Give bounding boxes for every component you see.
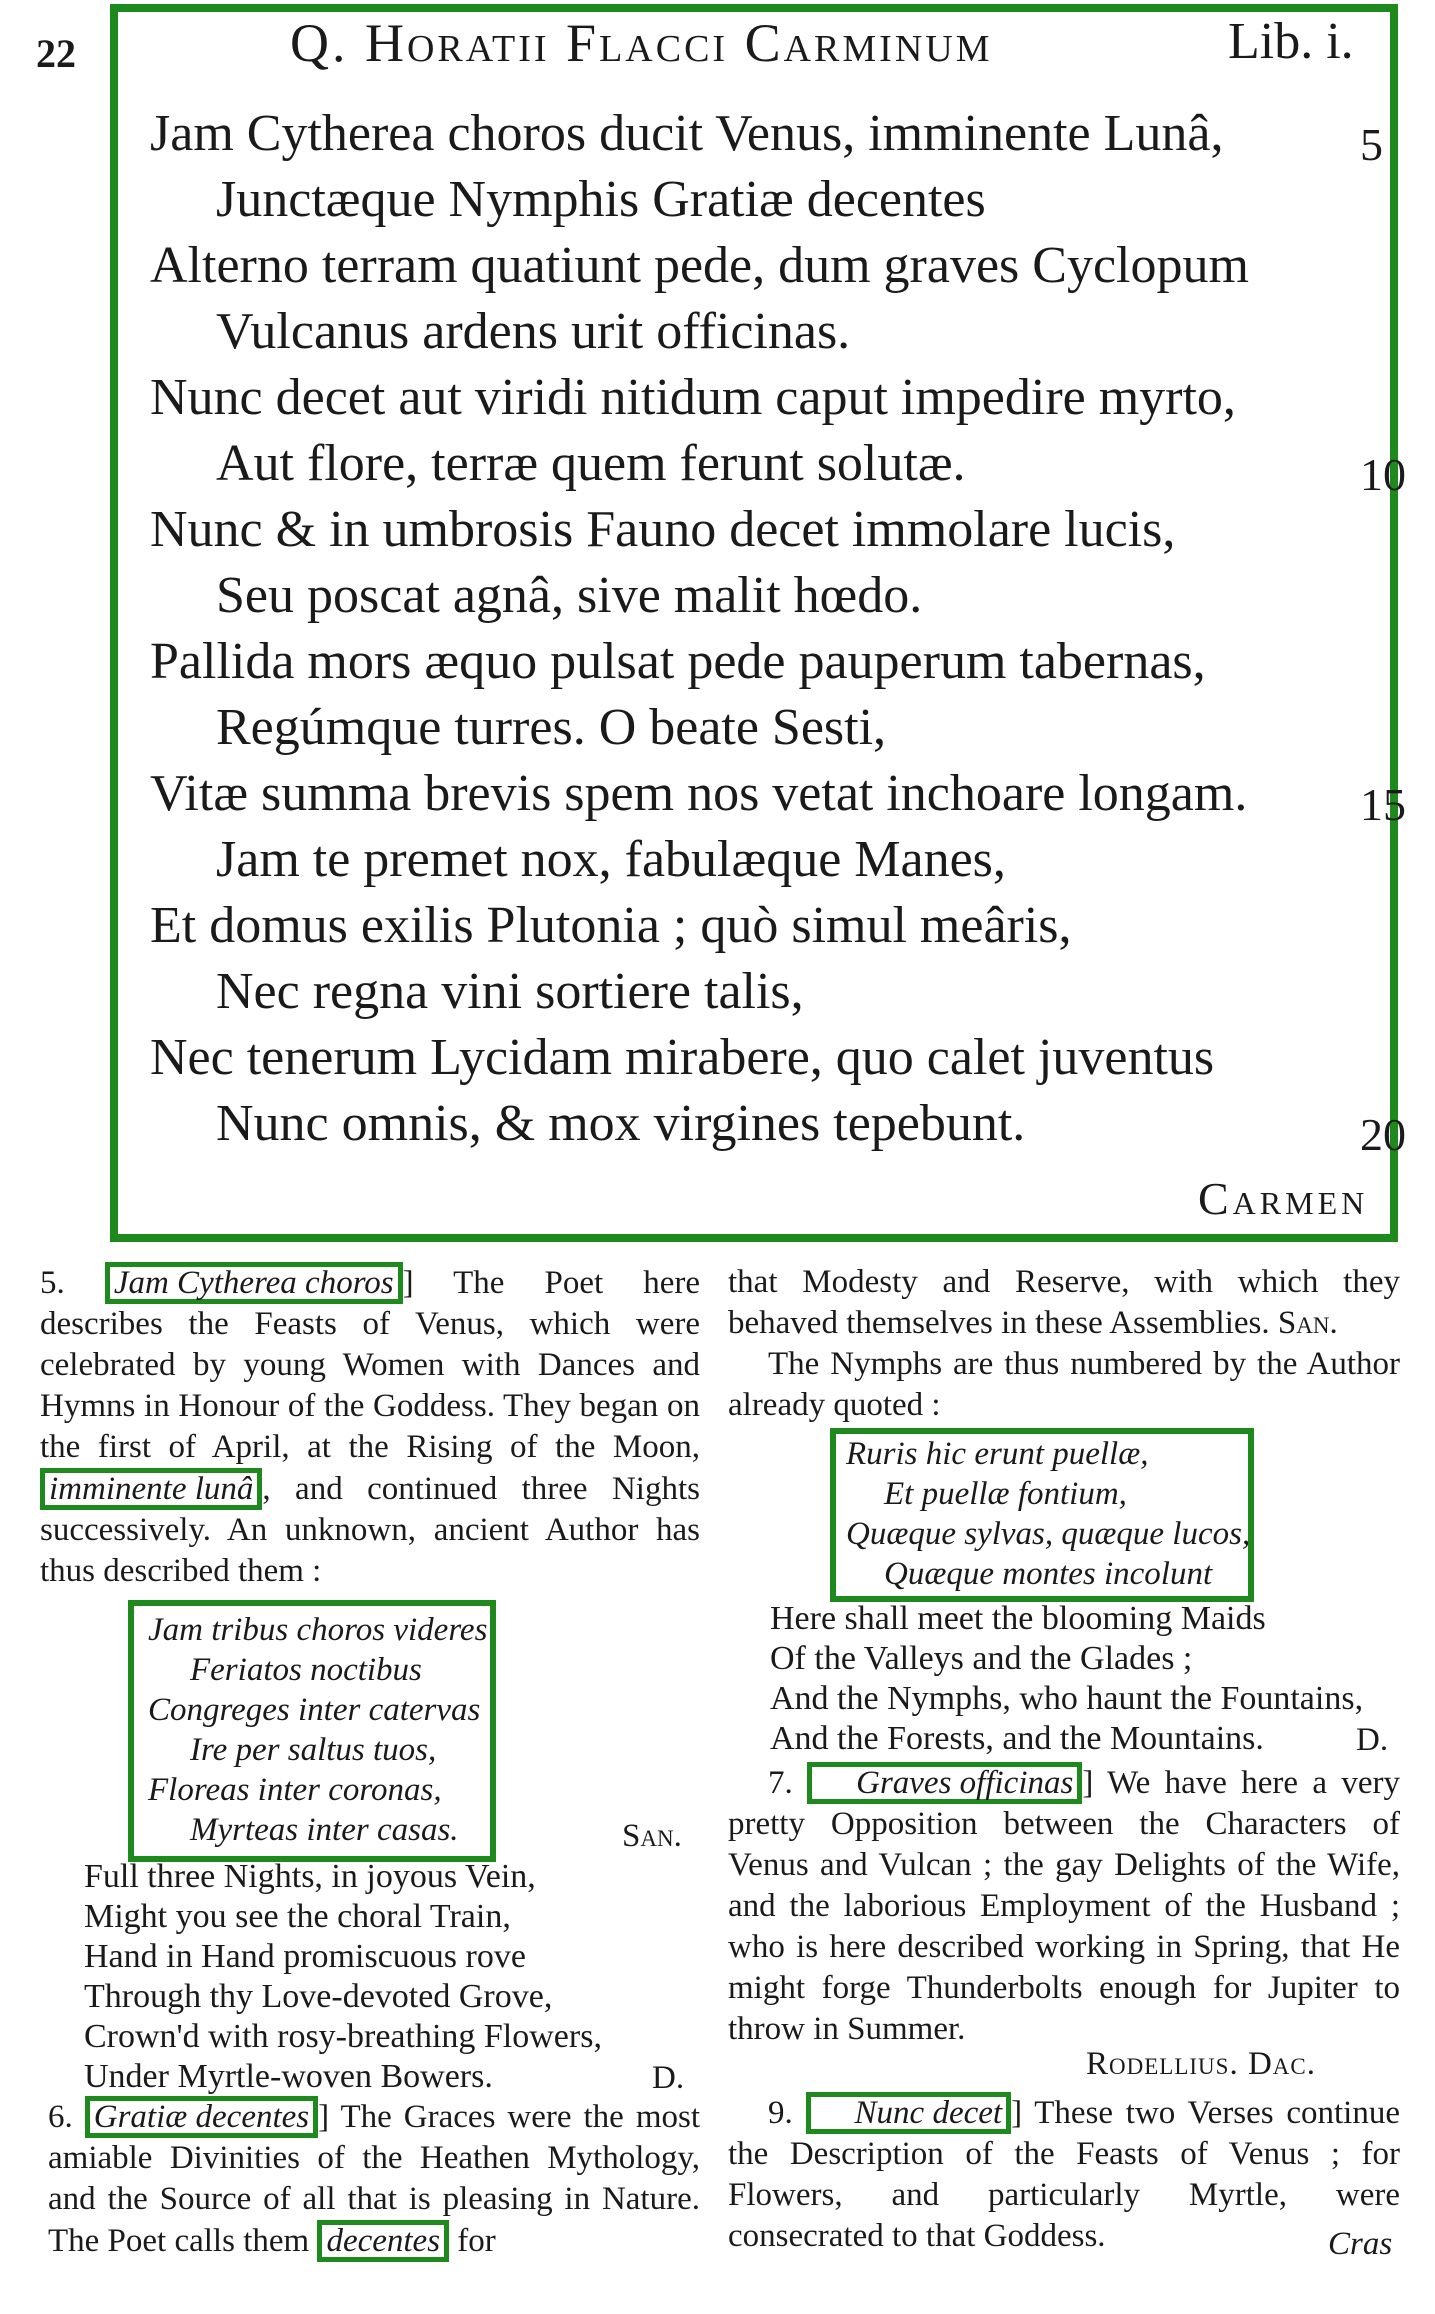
verse-line: Nunc & in umbrosis Fauno decet immolare lucis, [150,501,1176,558]
line-number: 20 [1360,1109,1406,1160]
line-number: 10 [1360,449,1406,500]
note-9: 9. Nunc decet ] These two Verses continue the Description of the Feasts of Venus ; for Flowers, and particularly Myrtle, were consecrated to that Goddess. [728,2092,1400,2257]
page-number: 22 [36,31,76,76]
verse-line: Alterno terram quatiunt pede, dum graves Cyclopum [150,237,1249,294]
verse-line: Regúmque turres. O beate Sesti, [216,699,887,756]
verse-line: Nunc decet aut viridi nitidum caput impedire myrto, [150,369,1236,426]
quote-1-attribution: San. [622,1818,682,1854]
translation-1-attribution: D. [652,2060,685,2096]
note-7: 7. Graves officinas ] We have here a very pretty Opposition between the Characters of Venus and Vulcan ; the gay Delights of the Wife, and the laborious Employment of the Husband ; who is here described working in Spring, that He might forge Thunderbolts enough for Jupiter to throw in Summer. [728,1762,1400,2050]
verse-line: Pallida mors æquo pulsat pede pauperum tabernas, [150,633,1206,690]
note-6-lemma: Gratiæ decentes [85,2096,318,2138]
verse-line: Vulcanus ardens urit officinas. [216,303,851,360]
catchword: Carmen [1198,1173,1369,1224]
nymphs-intro: The Nymphs are thus numbered by the Author already quoted : [728,1346,1400,1423]
translation-2-attribution: D. [1356,1722,1389,1758]
note-5-lemma: Jam Cytherea choros [105,1262,403,1304]
verse-line: Nec regna vini sortiere talis, [216,963,804,1020]
book-label: Lib. i. [1228,13,1354,70]
note-6: 6. Gratiæ decentes ] The Graces were the most amiable Divinities of the Heathen Mythology, and the Source of all that is pleasing in Nature. The Poet calls them decentes for [48,2096,700,2262]
note-7-lemma: Graves officinas [807,1762,1082,1804]
verse-line: Nec tenerum Lycidam mirabere, quo calet juventus [150,1029,1215,1086]
verse-line: Jam Cytherea choros ducit Venus, imminente Lunâ, [150,105,1224,162]
verse-line: Jam te premet nox, fabulæque Manes, [216,831,1006,888]
line-number: 5 [1360,119,1383,170]
verse-line: Nunc omnis, & mox virgines tepebunt. [216,1095,1026,1152]
note-9-lemma: Nunc decet [806,2092,1012,2134]
note-6-lemma-2: decentes [317,2220,449,2262]
verse-line: Et domus exilis Plutonia ; quò simul meâris, [150,897,1072,954]
line-number: 15 [1360,779,1406,830]
running-head: Q. Horatii Flacci Carminum [290,13,993,73]
verse-line: Vitæ summa brevis spem nos vetat inchoare longam. [150,765,1248,822]
note-5: 5. Jam Cytherea choros ] The Poet here describes the Feasts of Venus, which were celebrated by young Women with Dances and Hymns in Honour of the Goddess. They began on the first of April, at the Rising of the Moon, imminente lunâ , and continued three Nights successively. An unknown, ancient Author has thus described them : [40,1262,700,1592]
note-6-continued: that Modesty and Reserve, with which they behaved themselves in these Assemblies. San. [728,1264,1400,1341]
note-7-attribution: Rodellius. Dac. [1086,2046,1316,2082]
note-5-lemma-2: imminente lunâ [40,1468,262,1510]
catchword-2: Cras [1328,2226,1393,2262]
verse-line: Aut flore, terræ quem ferunt solutæ. [216,435,966,492]
verse-line: Junctæque Nymphis Gratiæ decentes [216,171,986,228]
verse-line: Seu poscat agnâ, sive malit hœdo. [216,567,923,624]
